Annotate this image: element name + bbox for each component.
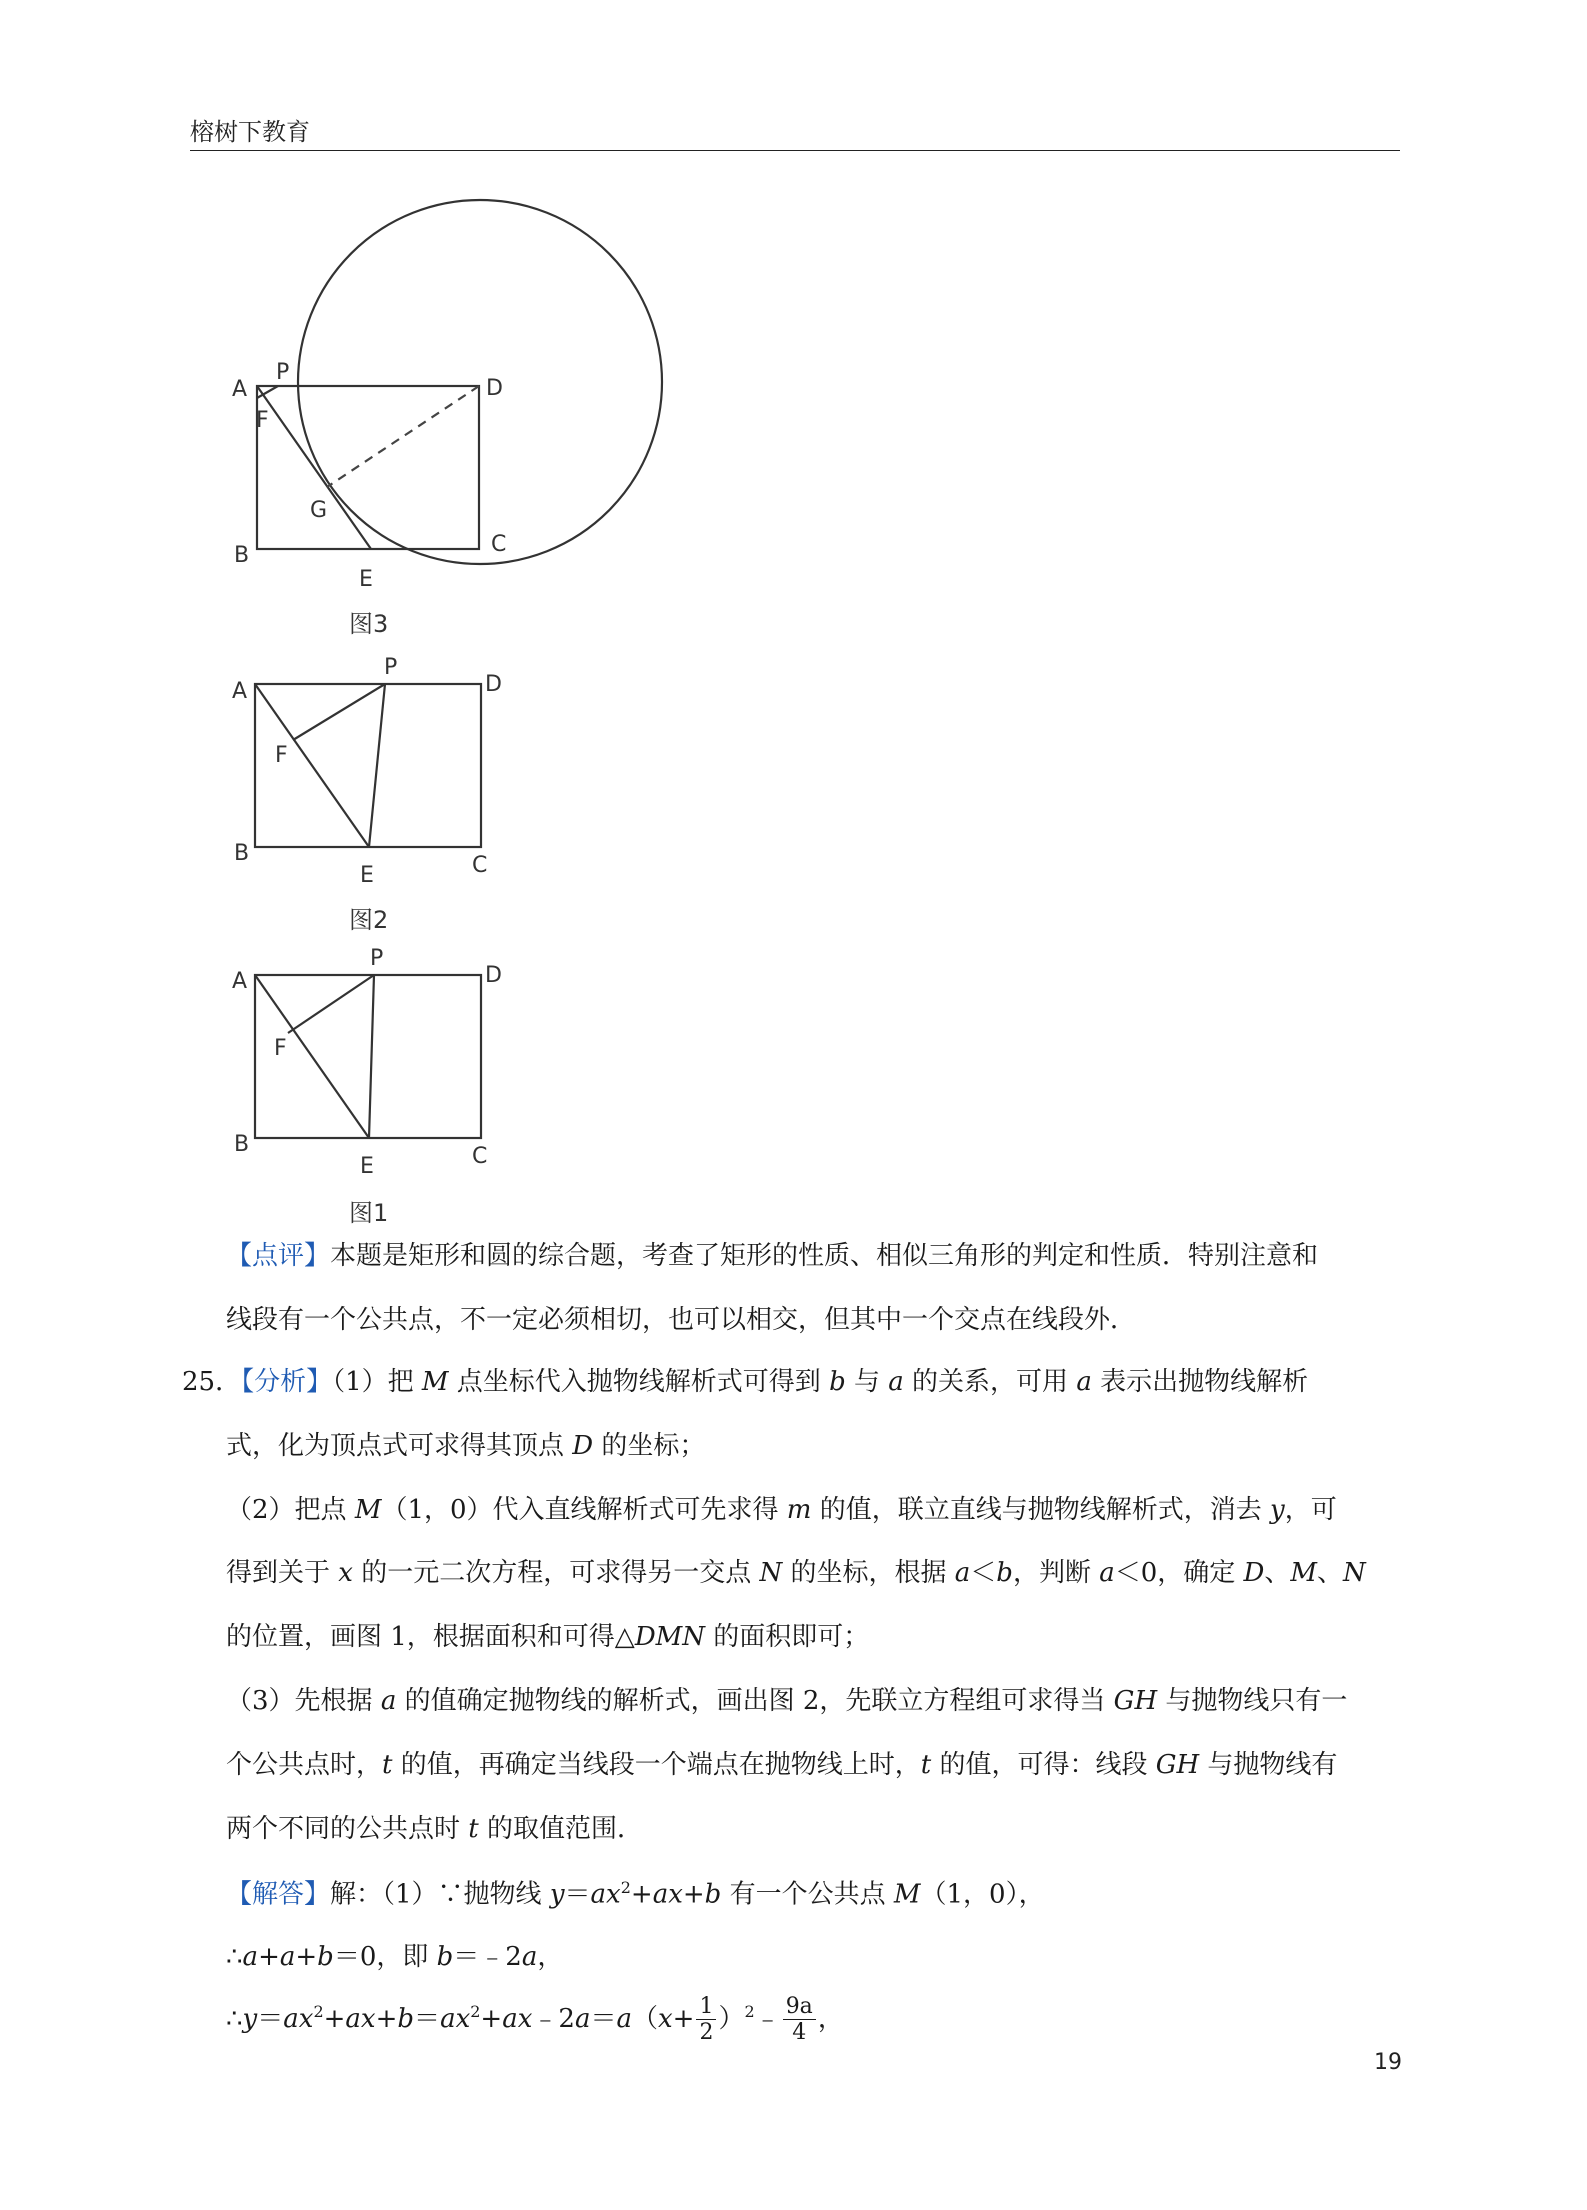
q25-line-1 [182,1369,1308,1395]
text-run: （3）先根据 [226,1686,381,1716]
math-variable: b [829,1367,846,1397]
q25-line-8 [226,1816,643,1842]
text-run: ＝﹣2 [453,1942,522,1972]
text-run: ＝ [564,1879,591,1910]
text-run: + [323,2003,346,2034]
fig1-segment-PF [288,975,374,1033]
solution-line-3 [226,1994,844,2046]
math-variable: GH [1155,1750,1200,1780]
text-run: ∴ [226,1942,243,1972]
math-variable: DMN [634,1622,706,1652]
fig2-segment-AE [255,684,369,847]
text-run: ＝0，即 [333,1942,437,1972]
text-run: ， [817,2003,844,2034]
fig3-label-B: B [234,543,250,568]
fig2-rectangle [255,684,481,847]
math-variable: D [572,1431,594,1461]
math-variable: a [888,1367,904,1397]
text-run: 的面积即可； [705,1622,870,1652]
math-variable: ax [440,2003,471,2034]
fig3-label-C: C [491,532,507,557]
text-run: 表示出抛物线解析 [1091,1367,1309,1397]
fig1-label-D: D [485,963,502,988]
figure-1 [228,940,528,1190]
fig3-label-E: E [359,567,373,592]
text-run: 、 [1317,1558,1344,1588]
text-run: 有一个公共点 [721,1879,894,1910]
fig3-caption: 图3 [349,610,389,638]
math-variable: y [549,1879,565,1910]
text-run: + [672,2003,695,2034]
text-run: 的值，可得：线段 [931,1750,1156,1780]
text-run: 与抛物线只有一 [1157,1686,1348,1716]
text-run: 的坐标； [593,1431,706,1461]
comment-line-1 [226,1243,1318,1269]
fig1-label-P: P [370,946,384,971]
text-run: + [258,1942,280,1972]
comment-text-1: 本题是矩形和圆的综合题，考查了矩形的性质、相似三角形的判定和性质．特别注意和 [330,1241,1319,1271]
text-run: + [375,2003,398,2034]
math-variable: a [279,1942,296,1972]
fraction-one-half [696,1994,716,2046]
fig1-label-F: F [274,1036,287,1061]
text-run: 得到关于 [226,1558,339,1588]
text-run: ） [718,2003,745,2034]
math-variable: t [920,1750,932,1780]
superscript: 2 [620,1878,631,1897]
fig3-segment-AE [257,386,371,549]
math-variable: b [436,1942,454,1972]
question-number: 25． [182,1367,242,1397]
text-run: + [682,1879,705,1910]
math-variable: N [759,1558,783,1588]
text-run: 的取值范围． [478,1814,643,1844]
math-variable: t [468,1814,479,1844]
header-rule [190,150,1400,151]
math-variable: a [1099,1558,1115,1588]
math-variable: b [317,1942,334,1972]
math-variable: ax [652,1879,683,1910]
text-run: 的坐标，根据 [782,1558,955,1588]
q25-line-7 [226,1752,1337,1778]
text-run: 解：（1）∵抛物线 [330,1879,550,1910]
text-run: 点坐标代入抛物线解析式可得到 [448,1367,830,1397]
fig2-label-P: P [384,655,398,680]
fig2-label-F: F [275,743,288,768]
solution-line-1 [226,1880,1045,1908]
fig2-caption: 图2 [349,906,389,934]
math-variable: b [704,1879,722,1910]
text-run: 4 [792,2020,807,2046]
text-run: 的值，再确定当线段一个端点在抛物线上时， [392,1750,921,1780]
fig1-label-C: C [472,1144,488,1169]
text-run: 的关系，可用 [903,1367,1077,1397]
math-variable: ax [590,1879,621,1910]
math-variable: y [242,2003,258,2034]
math-variable: b [397,2003,415,2034]
fig2-segment-PE [369,684,385,847]
fig1-rectangle [255,975,481,1138]
math-variable: b [996,1558,1013,1588]
math-variable: a [521,1942,538,1972]
fig3-segment-DG [327,386,479,487]
math-variable: x [338,1558,353,1588]
math-variable: M [1290,1558,1318,1588]
figure-3 [228,195,698,615]
text-run: ， [537,1942,564,1972]
page-number: 19 [1374,2050,1402,2075]
text-run: + [480,2003,503,2034]
q25-line-3 [226,1497,1337,1523]
text-run: ＝ [414,2003,441,2034]
q25-line-2 [226,1433,705,1459]
text-run: 个公共点时， [226,1750,383,1780]
math-variable: N [1343,1558,1366,1588]
comment-line-2 [226,1307,1136,1333]
text-run: 式，化为顶点式可求得其顶点 [226,1431,573,1461]
text-run: 的一元二次方程，可求得另一交点 [352,1558,760,1588]
text-run: + [630,1879,653,1910]
text-run: （ [631,2003,658,2034]
text-run: ＝ [257,2003,284,2034]
figure-2 [228,650,528,900]
fig1-segment-AE [255,975,369,1138]
fig2-label-E: E [360,863,374,888]
superscript: 2 [470,2002,481,2022]
fig2-segment-PF [293,684,385,740]
math-variable: y [1269,1495,1285,1525]
fig3-label-G: G [310,498,328,523]
math-variable: m [786,1495,812,1525]
math-variable: ax [345,2003,376,2034]
math-variable: t [382,1750,393,1780]
text-run: （1，0）， [920,1879,1045,1910]
fig2-label-C: C [472,853,488,878]
fig3-label-P: P [276,360,290,385]
fig3-label-A: A [232,377,248,402]
text-run: ＜ [970,1558,997,1588]
fig1-label-E: E [360,1154,374,1179]
superscript: 2 [313,2002,324,2022]
text-run: 的位置，画图 1，根据面积和可得△ [226,1622,635,1652]
fig1-segment-PE [369,975,374,1138]
text-run: ∴ [226,2003,243,2034]
math-variable: a [616,2003,632,2034]
fig2-label-D: D [485,672,502,697]
math-variable: a [954,1558,971,1588]
math-variable: a [574,2003,591,2034]
fig2-label-A: A [232,679,248,704]
math-variable: ax [283,2003,314,2034]
math-variable: a [242,1942,259,1972]
analysis-tag: 【分析】 [241,1367,333,1397]
superscript: 2 [744,2002,755,2022]
text-run: 、 [1264,1558,1291,1588]
text-run: 9a [783,1994,816,2020]
math-variable: M [421,1367,449,1397]
fig1-label-A: A [232,969,248,994]
text-run: ，可 [1284,1495,1337,1525]
fig3-label-D: D [486,376,503,401]
math-variable: M [893,1879,921,1910]
text-run: 的值确定抛物线的解析式，画出图 2，先联立方程组可求得当 [396,1686,1114,1716]
math-variable: x [658,2003,673,2034]
text-run: 2 [699,2020,714,2046]
text-run: （1）把 [332,1367,422,1397]
q25-line-6 [226,1688,1347,1714]
text-run: ﹣ [754,2003,781,2034]
fig1-caption: 图1 [349,1199,389,1227]
text-run: ﹣2 [532,2003,575,2034]
fig2-label-B: B [234,841,250,866]
fig3-label-F: F [256,408,269,433]
fraction-nine-a-over-four [783,1994,816,2046]
solution-tag: 【解答】 [226,1879,331,1910]
solution-line-2 [226,1944,563,1970]
text-run: 1 [696,1994,716,2020]
comment-tag: 【点评】 [226,1241,331,1271]
text-run: 的值，联立直线与抛物线解析式，消去 [811,1495,1270,1525]
text-run: + [295,1942,318,1972]
text-run: （2）把点 [226,1495,355,1525]
math-variable: ax [502,2003,533,2034]
text-run: ＝ [590,2003,617,2034]
math-variable: M [354,1495,382,1525]
math-variable: GH [1113,1686,1158,1716]
q25-line-4 [226,1560,1366,1586]
text-run: ＜0，确定 [1114,1558,1244,1588]
text-run: ，判断 [1012,1558,1100,1588]
text-run: （1，0）代入直线解析式可先求得 [381,1495,787,1525]
text-run: 两个不同的公共点时 [226,1814,469,1844]
header-org: 榕树下教育 [190,118,310,146]
q25-line-5 [226,1624,869,1650]
text-run: 与抛物线有 [1199,1750,1338,1780]
math-variable: D [1243,1558,1265,1588]
math-variable: a [380,1686,397,1716]
text-run: 与 [845,1367,889,1397]
math-variable: a [1076,1367,1092,1397]
fig1-label-B: B [234,1132,250,1157]
comment-text-2: 线段有一个公共点，不一定必须相切，也可以相交，但其中一个交点在线段外． [226,1305,1137,1335]
